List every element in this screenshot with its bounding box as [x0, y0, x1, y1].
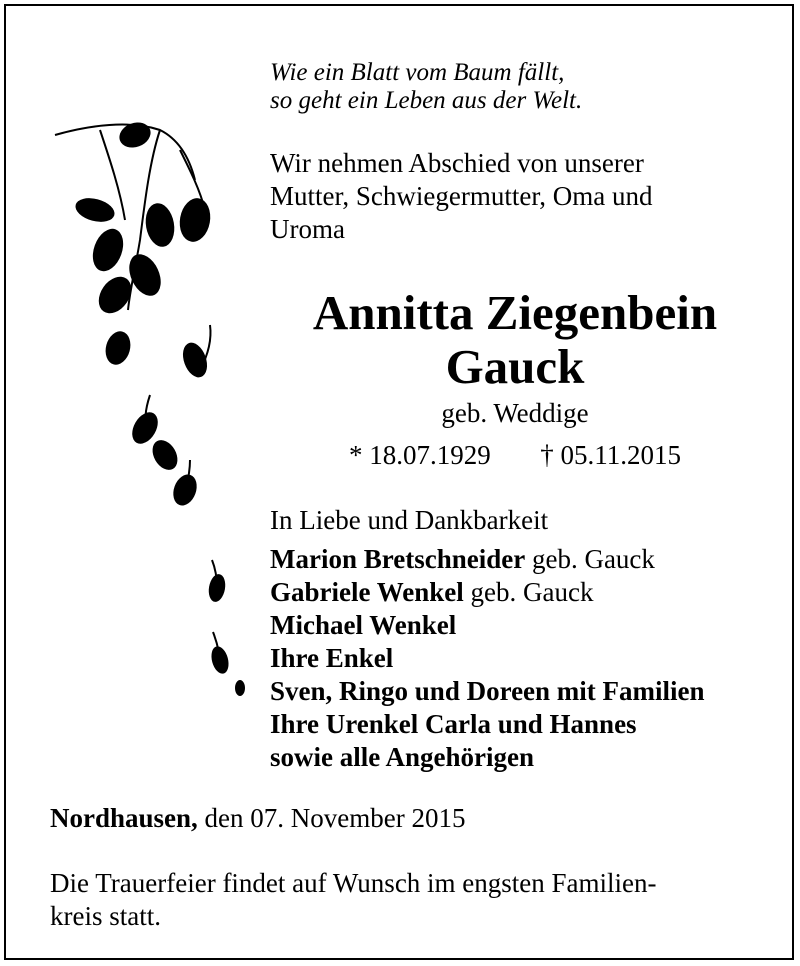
deceased-name-line-2: Gauck	[445, 339, 585, 394]
birth-date: * 18.07.1929	[349, 440, 491, 470]
poem-line-2: so geht ein Leben aus der Welt.	[270, 87, 583, 114]
place-date	[50, 805, 466, 832]
funeral-note-line-1: Die Trauerfeier findet auf Wunsch im engsten Familien-	[50, 868, 657, 898]
mourner-line: Ihre Enkel	[270, 643, 394, 673]
deceased-name-line-1: Annitta Ziegenbein	[312, 285, 718, 340]
mourner-line: sowie alle Angehörigen	[270, 742, 534, 772]
mourner-line: Michael Wenkel	[270, 610, 457, 640]
intro-line-2: Mutter, Schwiegermutter, Oma und	[270, 181, 653, 211]
intro-line-3: Uroma	[270, 214, 345, 244]
date: den 07. November 2015	[197, 803, 466, 833]
funeral-note-line-2: kreis statt.	[50, 901, 161, 931]
mourner-line: Marion Bretschneider geb. Gauck	[270, 544, 655, 574]
maiden-name: geb. Weddige	[441, 398, 589, 428]
intro-line-1: Wir nehmen Abschied von unserer	[270, 148, 644, 178]
death-date: † 05.11.2015	[540, 440, 681, 470]
life-dates	[0, 442, 800, 469]
mourner-line: Ihre Urenkel Carla und Hannes	[270, 709, 637, 739]
place: Nordhausen,	[50, 803, 198, 833]
poem-line-1: Wie ein Blatt vom Baum fällt,	[270, 59, 565, 86]
mourner-line: Sven, Ringo und Doreen mit Familien	[270, 676, 705, 706]
mourners-heading: In Liebe und Dankbarkeit	[270, 505, 549, 535]
mourner-line: Gabriele Wenkel geb. Gauck	[270, 577, 594, 607]
